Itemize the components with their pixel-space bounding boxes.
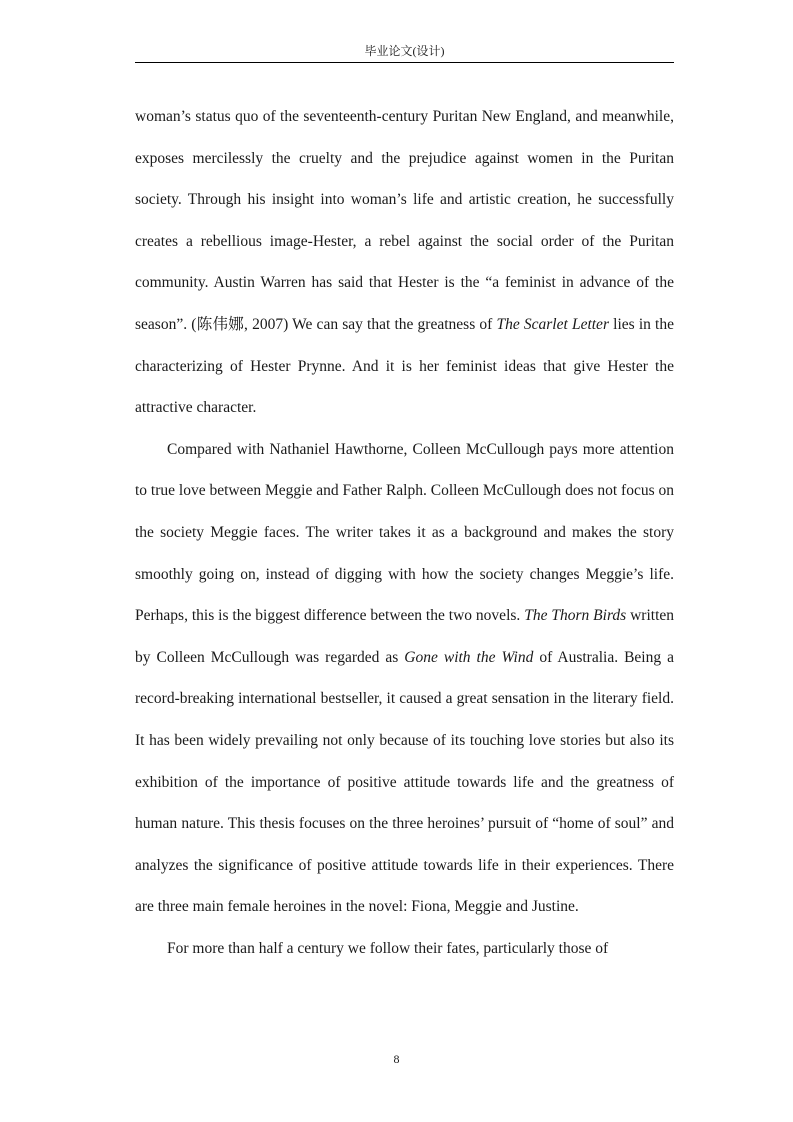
- page-number: 8: [393, 1052, 400, 1066]
- body-text: [135, 96, 674, 969]
- page-header-title: 毕业论文(设计): [364, 44, 445, 58]
- text-segment: Compared with Nathaniel Hawthorne, Colleen McCullough pays more attention to true love between Meggie and Father Ralph. Colleen McCullough does not focus on the society Meggie faces. The writer takes it as a background and makes the story smoothly going on, instead of digging with how the society changes Meggie’s life. Perhaps, this is the biggest difference between the two novels.: [135, 440, 674, 625]
- paragraph: [135, 96, 674, 429]
- italic-title: The Thorn Birds: [524, 607, 627, 625]
- text-segment: For more than half a century we follow their fates, particularly those of: [167, 939, 609, 957]
- text-segment: lies in the characterizing of Hester Prynne. And it is her feminist ideas that give Hester the attractive character.: [135, 315, 674, 417]
- paragraph: [135, 429, 674, 928]
- paragraph: [135, 928, 674, 970]
- text-segment: of Australia. Being a record-breaking international bestseller, it caused a great sensation in the literary field. It has been widely prevailing not only because of its touching love stories but also its exhibition of the importance of positive attitude towards life and the greatness of human nature. This thesis focuses on the three heroines’ pursuit of “home of soul” and analyzes the significance of positive attitude towards life in their experiences. There are three main female heroines in the novel: Fiona, Meggie and Justine.: [135, 648, 674, 916]
- header-rule: [135, 62, 674, 63]
- italic-title: The Scarlet Letter: [496, 315, 609, 333]
- italic-title: Gone with the Wind: [404, 648, 534, 666]
- text-segment: written by Colleen McCullough was regarded as: [135, 607, 675, 666]
- text-segment: woman’s status quo of the seventeenth-century Puritan New England, and meanwhile, exposes mercilessly the cruelty and the prejudice against women in the Puritan society. Through his insight into woman’s life and artistic creation, he successfully creates a rebellious image-Hester, a rebel against the social order of the Puritan community. Austin Warren has said that Hester is the “a feminist in advance of the season”. (陈伟娜, 2007) We can say that the greatness of: [135, 108, 674, 333]
